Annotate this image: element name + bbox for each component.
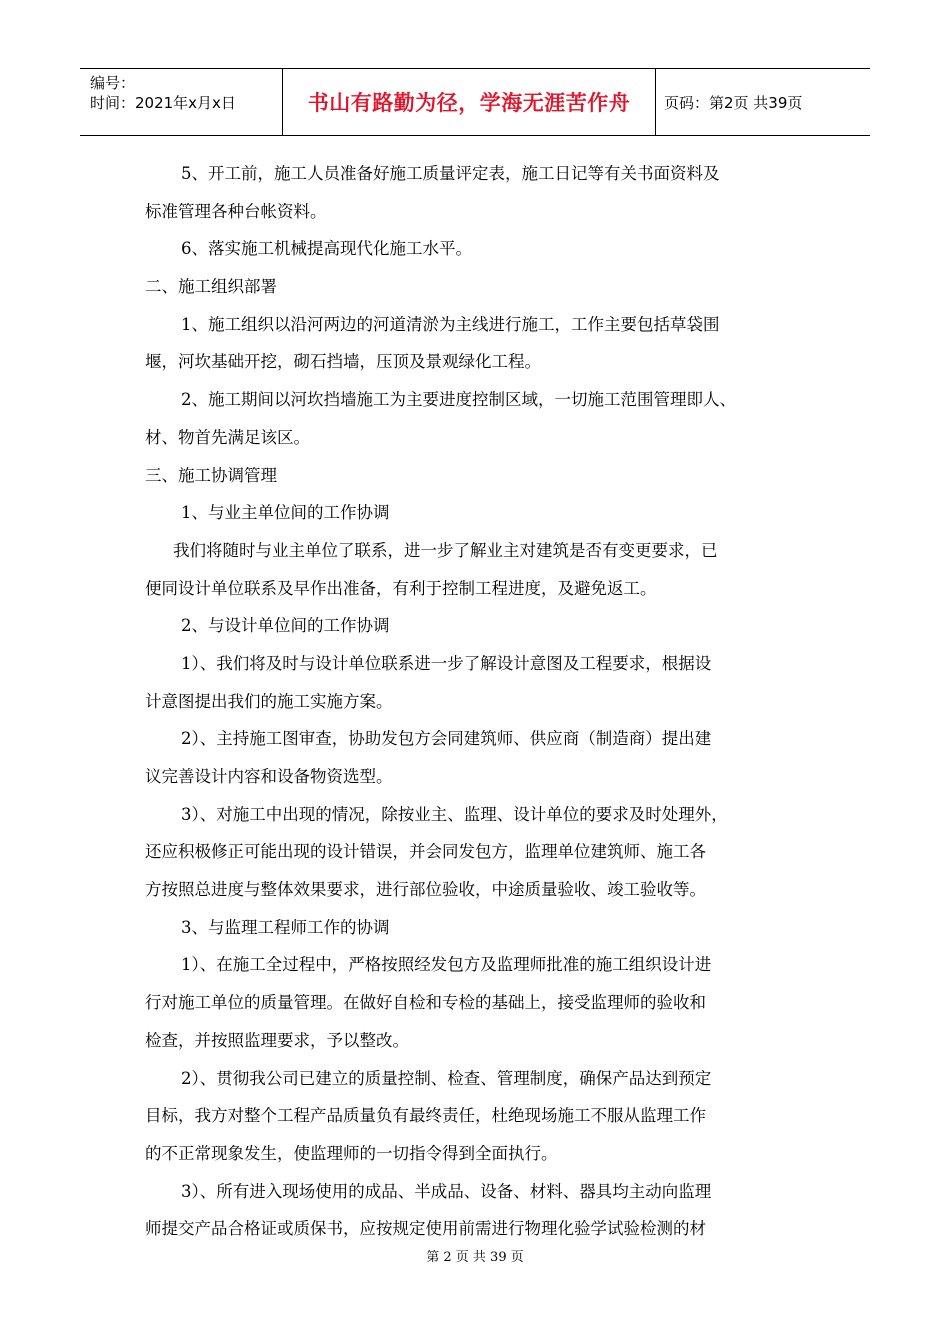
paragraph-line: 的不正常现象发生，使监理师的一切指令得到全面执行。 xyxy=(145,1143,558,1163)
paragraph-line: 堰，河坎基础开挖，砌石挡墙，压顶及景观绿化工程。 xyxy=(145,352,541,372)
header-info-cell xyxy=(80,69,282,135)
paragraph-line: 3）、所有进入现场使用的成品、半成品、设备、材料、器具均主动向监理 xyxy=(181,1181,712,1201)
paragraph-line: 目标，我方对整个工程产品质量负有最终责任，杜绝现场施工不服从监理工作 xyxy=(145,1106,706,1126)
subsection-heading: 1、与业主单位间的工作协调 xyxy=(181,503,390,523)
paragraph-line: 计意图提出我们的施工实施方案。 xyxy=(145,691,393,711)
subsection-heading: 2、与设计单位间的工作协调 xyxy=(181,616,390,636)
section-heading: 二、施工组织部署 xyxy=(145,277,277,297)
paragraph-line: 材、物首先满足该区。 xyxy=(145,427,310,447)
paragraph-line: 议完善设计内容和设备物资选型。 xyxy=(145,767,393,786)
paragraph-line: 方按照总进度与整体效果要求，进行部位验收，中途质量验收、竣工验收等。 xyxy=(145,880,706,900)
paragraph-line: 检查，并按照监理要求，予以整改。 xyxy=(145,1030,409,1050)
paragraph-line: 1）、在施工全过程中，严格按照经发包方及监理师批准的施工组织设计进 xyxy=(181,955,712,975)
section-heading: 三、施工协调管理 xyxy=(145,465,277,485)
paragraph-line: 师提交产品合格证或质保书，应按规定使用前需进行物理化验学试验检测的材 xyxy=(145,1219,706,1239)
paragraph-line: 3）、对施工中出现的情况，除按业主、监理、设计单位的要求及时处理外， xyxy=(181,804,728,824)
header-motto-cell xyxy=(282,69,656,135)
paragraph-line: 还应积极修正可能出现的设计错误，并会同发包方，监理单位建筑师、施工各 xyxy=(145,842,706,862)
paragraph-line: 2）、贯彻我公司已建立的质量控制、检查、管理制度，确保产品达到预定 xyxy=(181,1068,712,1088)
subsection-heading: 3、与监理工程师工作的协调 xyxy=(181,917,390,937)
paragraph-line: 6、落实施工机械提高现代化施工水平。 xyxy=(181,239,472,259)
paragraph-line: 2）、主持施工图审查，协助发包方会同建筑师、供应商（制造商）提出建 xyxy=(181,729,712,749)
document-number-label: 编号： xyxy=(90,74,136,92)
paragraph-line: 1）、我们将及时与设计单位联系进一步了解设计意图及工程要求，根据设 xyxy=(181,653,712,673)
paragraph-line: 5、开工前，施工人员准备好施工质量评定表，施工日记等有关书面资料及 xyxy=(181,164,720,183)
page-header xyxy=(80,68,870,136)
header-page-number: 页码：第2页 共39页 xyxy=(664,93,803,112)
document-date-label: 时间：2021年x月x日 xyxy=(90,94,236,112)
paragraph-line: 我们将随时与业主单位了联系，进一步了解业主对建筑是否有变更要求，已 xyxy=(173,540,718,560)
paragraph-line: 2、施工期间以河坎挡墙施工为主要进度控制区域，一切施工范围管理即人、 xyxy=(181,390,736,410)
header-page-cell xyxy=(656,69,870,135)
page-footer xyxy=(0,1246,950,1265)
paragraph-line: 标准管理各种台帐资料。 xyxy=(145,201,327,221)
paragraph-line: 便同设计单位联系及早作出准备，有利于控制工程进度，及避免返工。 xyxy=(145,578,657,598)
paragraph-line: 1、施工组织以沿河两边的河道清淤为主线进行施工，工作主要包括草袋围 xyxy=(181,314,720,334)
footer-page-number: 第 2 页 共 39 页 xyxy=(426,1250,524,1265)
document-body xyxy=(145,155,815,1248)
header-motto: 书山有路勤为径，学海无涯苦作舟 xyxy=(307,91,631,115)
paragraph-line: 行对施工单位的质量管理。在做好自检和专检的基础上，接受监理师的验收和 xyxy=(145,993,706,1013)
